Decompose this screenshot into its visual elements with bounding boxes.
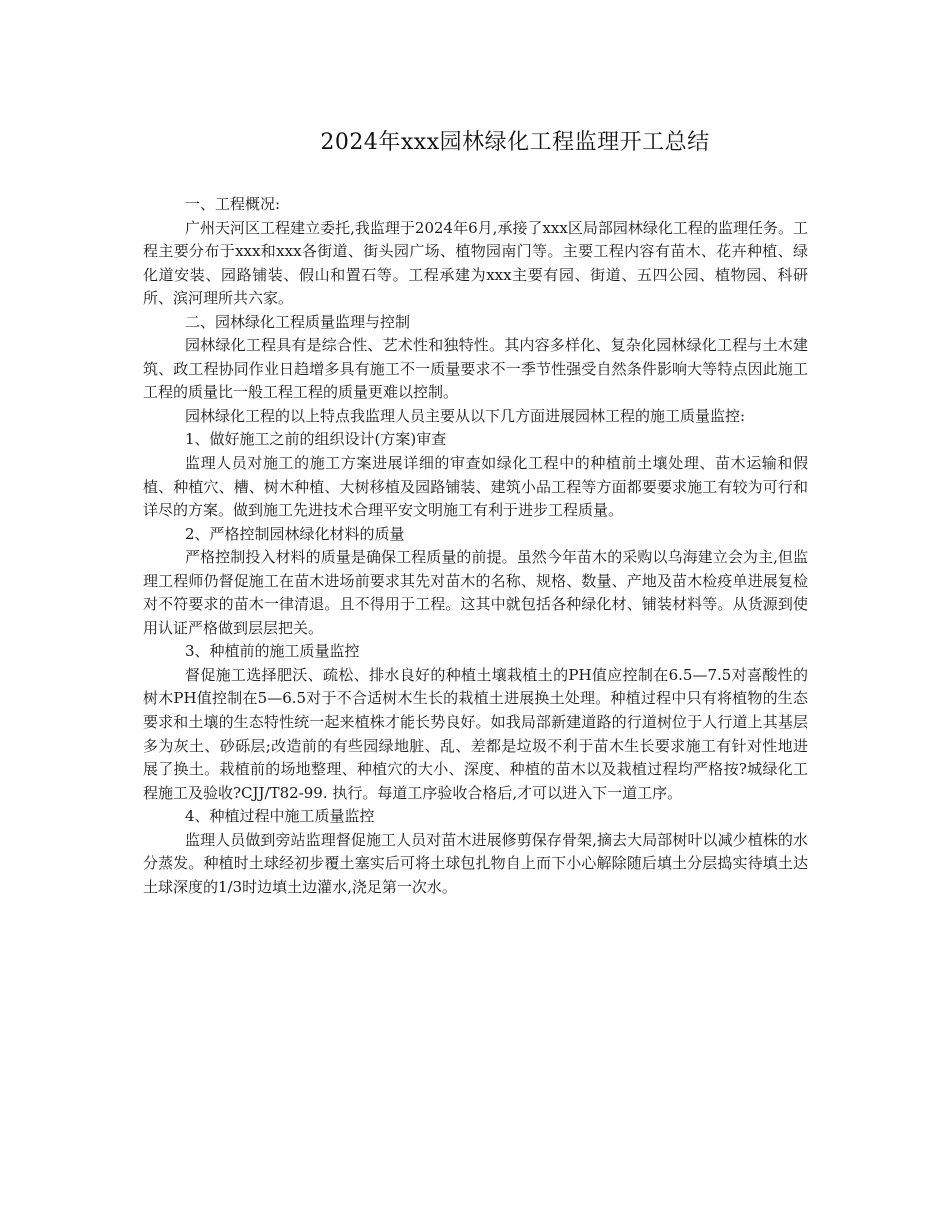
subheading-design-review: 1、做好施工之前的组织设计(方案)审查 [185,430,447,449]
subheading-planting-process: 4、种植过程中施工质量监控 [185,807,375,826]
paragraph-overview: 广州天河区工程建立委托,我监理于2024年6月,承接了xxx区局部园林绿化工程的监理任务。工程主要分布于xxx和xxx各街道、街头园广场、植物园南门等。主要工程内容有苗木、花卉种植、绿化道安装、园路铺装、假山和置石等。工程承建为xxx主要有园、街道、五四公园、植物园、科研所、滨河理所共六家。 [143,218,808,308]
section-heading-overview: 一、工程概况: [185,195,281,213]
document-body [143,193,808,899]
paragraph-material-quality: 严格控制投入材料的质量是确保工程质量的前提。虽然今年苗木的采购以乌海建立会为主,但监理工程师仍督促施工在苗木进场前要求其先对苗木的名称、规格、数量、产地及苗木检疫单进展复检对不符要求的苗木一律清退。且不得用于工程。这其中就包括各种绿化材、铺装材料等。从货源到使用认证严格做到层层把关。 [143,548,808,637]
subheading-pre-planting: 3、种植前的施工质量监控 [185,642,360,661]
section-heading-quality-control: 二、园林绿化工程质量监理与控制 [185,312,411,331]
paragraph-design-review: 监理人员对施工的施工方案进展详细的审查如绿化工程中的种植前土壤处理、苗木运输和假植、种植穴、槽、树木种植、大树移植及园路铺装、建筑小品工程等方面都要要求施工有较为可行和详尽的方案。做到施工先进技术合理平安文明施工有利于进步工程质量。 [143,454,808,520]
paragraph-monitoring-intro: 园林绿化工程的以上特点我监理人员主要从以下几方面进展园林工程的施工质量监控: [185,406,746,425]
paragraph-planting-process: 监理人员做到旁站监理督促施工人员对苗木进展修剪保存骨架,摘去大局部树叶以减少植株的水分蒸发。种植时土球经初步覆土塞实后可将土球包扎物自上而下小心解除随后填土分层捣实待填土达土球深度的1/3时边填土边灌水,浇足第一次水。 [143,830,808,896]
subheading-material-quality: 2、严格控制园林绿化材料的质量 [185,524,405,543]
document-title: 2024年xxx园林绿化工程监理开工总结 [320,130,710,155]
paragraph-characteristics: 园林绿化工程具有是综合性、艺术性和独特性。其内容多样化、复杂化园林绿化工程与土木建筑、政工程协同作业日趋增多具有施工不一质量要求不一季节性强受自然条件影响大等特点因此施工工程的质量比一般工程工程的质量更难以控制。 [143,336,808,402]
paragraph-pre-planting: 督促施工选择肥沃、疏松、排水良好的种植土壤栽植土的PH值应控制在6.5—7.5对喜酸性的树木PH值控制在5—6.5对于不合适树木生长的栽植土进展换土处理。种植过程中只有将植物的生态要求和土壤的生态特性统一起来植株才能长势良好。如我局部新建道路的行道树位于人行道上其基层多为灰土、砂砾层;改造前的有些园绿地脏、乱、差都是垃圾不利于苗木生长要求施工有针对性地进展了换土。栽植前的场地整理、种植穴的大小、深度、种植的苗木以及栽植过程均严格按?城绿化工程施工及验收?CJJ/T82-99. 执行。每道工序验收合格后,才可以进入下一道工序。 [143,665,808,802]
